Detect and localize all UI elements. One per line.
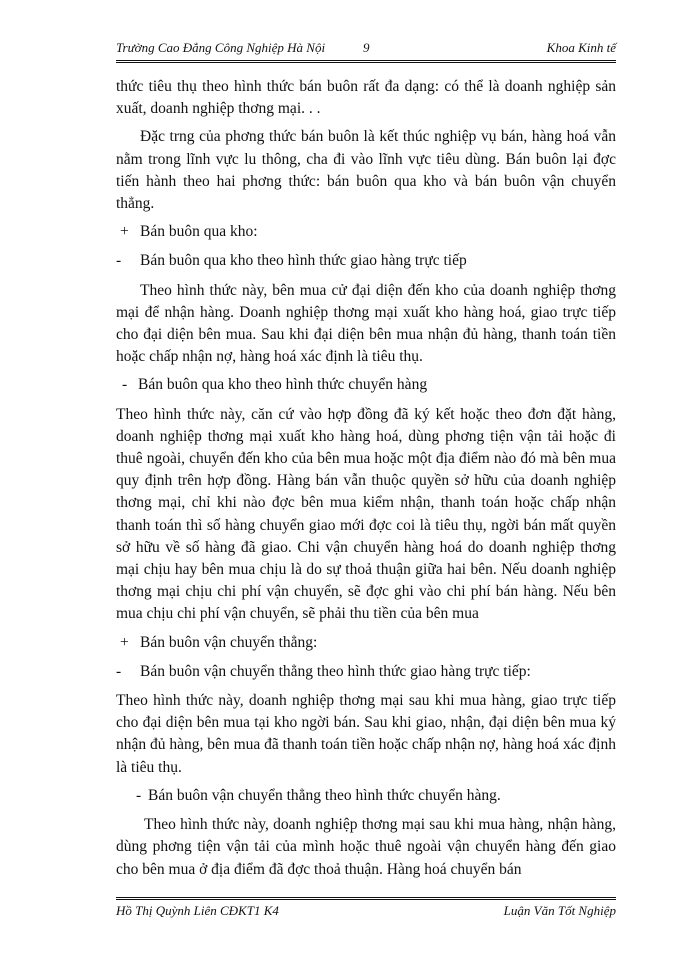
header-school-name: Trường Cao Đẳng Công Nghiệp Hà Nội: [116, 40, 326, 55]
subheading-shipment-transfer: [116, 785, 616, 807]
heading-text: Bán buôn qua kho:: [140, 223, 258, 241]
subheading-text: Bán buôn vận chuyển thẳng theo hình thức giao hàng trực tiếp:: [140, 662, 531, 680]
header-divider: [116, 60, 616, 63]
paragraph-goods-transfer: Theo hình thức này, căn cứ vào hợp đồng đã ký kết hoặc theo đơn đặt hàng, doanh nghiệp thơng mại xuất kho hàng hoá, dùng phơng tiện vận tải hoặc đi thuê ngoài, chuyển đến kho của bên mua hoặc một địa điểm nào đó mà bên mua quy định trên hợp đồng. Hàng bán vẫn thuộc quyền sở hữu của doanh nghiệp thơng mại, chỉ khi nào đợc bên mua kiểm nhận, thanh toán hoặc chấp nhận thanh toán thì số hàng chuyển giao mới đợc coi là tiêu thụ, ngời bán mất quyền sở hữu về số hàng đã giao. Chi vận chuyển hàng hoá do doanh nghiệp thơng mại chịu hay bên mua chịu là do sự thoả thuận giữa hai bên. Nếu doanh nghiệp thơng mại chịu chi phí vận chuyển, sẽ đợc ghi vào chi phí bán hàng. Nếu bên mua chịu chi phí vận chuyển, sẽ phải thu tiền của bên mua: [116, 405, 616, 623]
subheading-text: Bán buôn qua kho theo hình thức giao hàng trực tiếp: [140, 252, 467, 270]
dash-marker: -: [136, 786, 142, 804]
document-body: [116, 76, 616, 887]
dash-marker: -: [116, 252, 122, 270]
page-header: [116, 40, 616, 60]
page-footer: [116, 903, 616, 923]
header-department: Khoa Kinh tế: [546, 40, 616, 55]
subheading-text: Bán buôn vận chuyển thẳng theo hình thức chuyển hàng.: [148, 786, 501, 804]
dash-marker: -: [122, 376, 128, 394]
paragraph-shipment-direct-delivery: Theo hình thức này, doanh nghiệp thơng mại sau khi mua hàng, giao trực tiếp cho đại diện bên mua tại kho ngời bán. Sau khi giao, nhận, đại diện bên mua ký nhận đủ hàng, bên mua đã thanh toán tiền hoặc chấp nhận nợ, hàng hoá xác định là tiêu thụ.: [116, 692, 616, 776]
plus-marker: +: [120, 633, 129, 651]
footer-author: Hồ Thị Quỳnh Liên CĐKT1 K4: [116, 903, 279, 918]
subheading-text: Bán buôn qua kho theo hình thức chuyển hàng: [138, 376, 428, 394]
footer-divider: [116, 897, 616, 900]
subheading-shipment-direct-delivery: [116, 661, 616, 683]
paragraph-shipment-transfer: Theo hình thức này, doanh nghiệp thơng mại sau khi mua hàng, nhận hàng, dùng phơng tiện vận tải của mình hoặc thuê ngoài vận chuyển hàng đến giao cho bên mua ở địa điểm đã đợc thoả thuận. Hàng hoá chuyển bán: [116, 816, 616, 878]
heading-wholesale-via-warehouse: [116, 221, 616, 243]
footer-thesis-title: Luận Văn Tốt Nghiệp: [503, 903, 616, 918]
paragraph-wholesale-characteristics: Đặc trng của phơng thức bán buôn là kết thúc nghiệp vụ bán, hàng hoá vẫn nằm trong lĩnh vực lu thông, cha đi vào lĩnh vực tiêu dùng. Bán buôn lại đợc tiến hành theo hai phơng thức: bán buôn qua kho và bán buôn vận chuyển thẳng.: [116, 128, 616, 213]
page-number: 9: [363, 40, 370, 55]
subheading-direct-delivery: [116, 250, 616, 272]
subheading-goods-transfer: [116, 374, 616, 396]
paragraph-continuation: thức tiêu thụ theo hình thức bán buôn rất đa dạng: có thể là doanh nghiệp sản xuất, doanh nghiệp thơng mại. . .: [116, 78, 616, 118]
dash-marker: -: [116, 662, 122, 680]
heading-direct-shipment: [116, 632, 616, 654]
plus-marker: +: [120, 223, 129, 241]
heading-text: Bán buôn vận chuyển thẳng:: [140, 633, 318, 651]
paragraph-direct-delivery: Theo hình thức này, bên mua cử đại diện đến kho của doanh nghiệp thơng mại để nhận hàng. Doanh nghiệp thơng mại xuất kho hàng hoá, giao trực tiếp cho đại diện bên mua. Sau khi đại diện bên mua nhận đủ hàng, thanh toán tiền hoặc chấp nhận nợ, hàng hoá xác định là tiêu thụ.: [116, 281, 616, 366]
